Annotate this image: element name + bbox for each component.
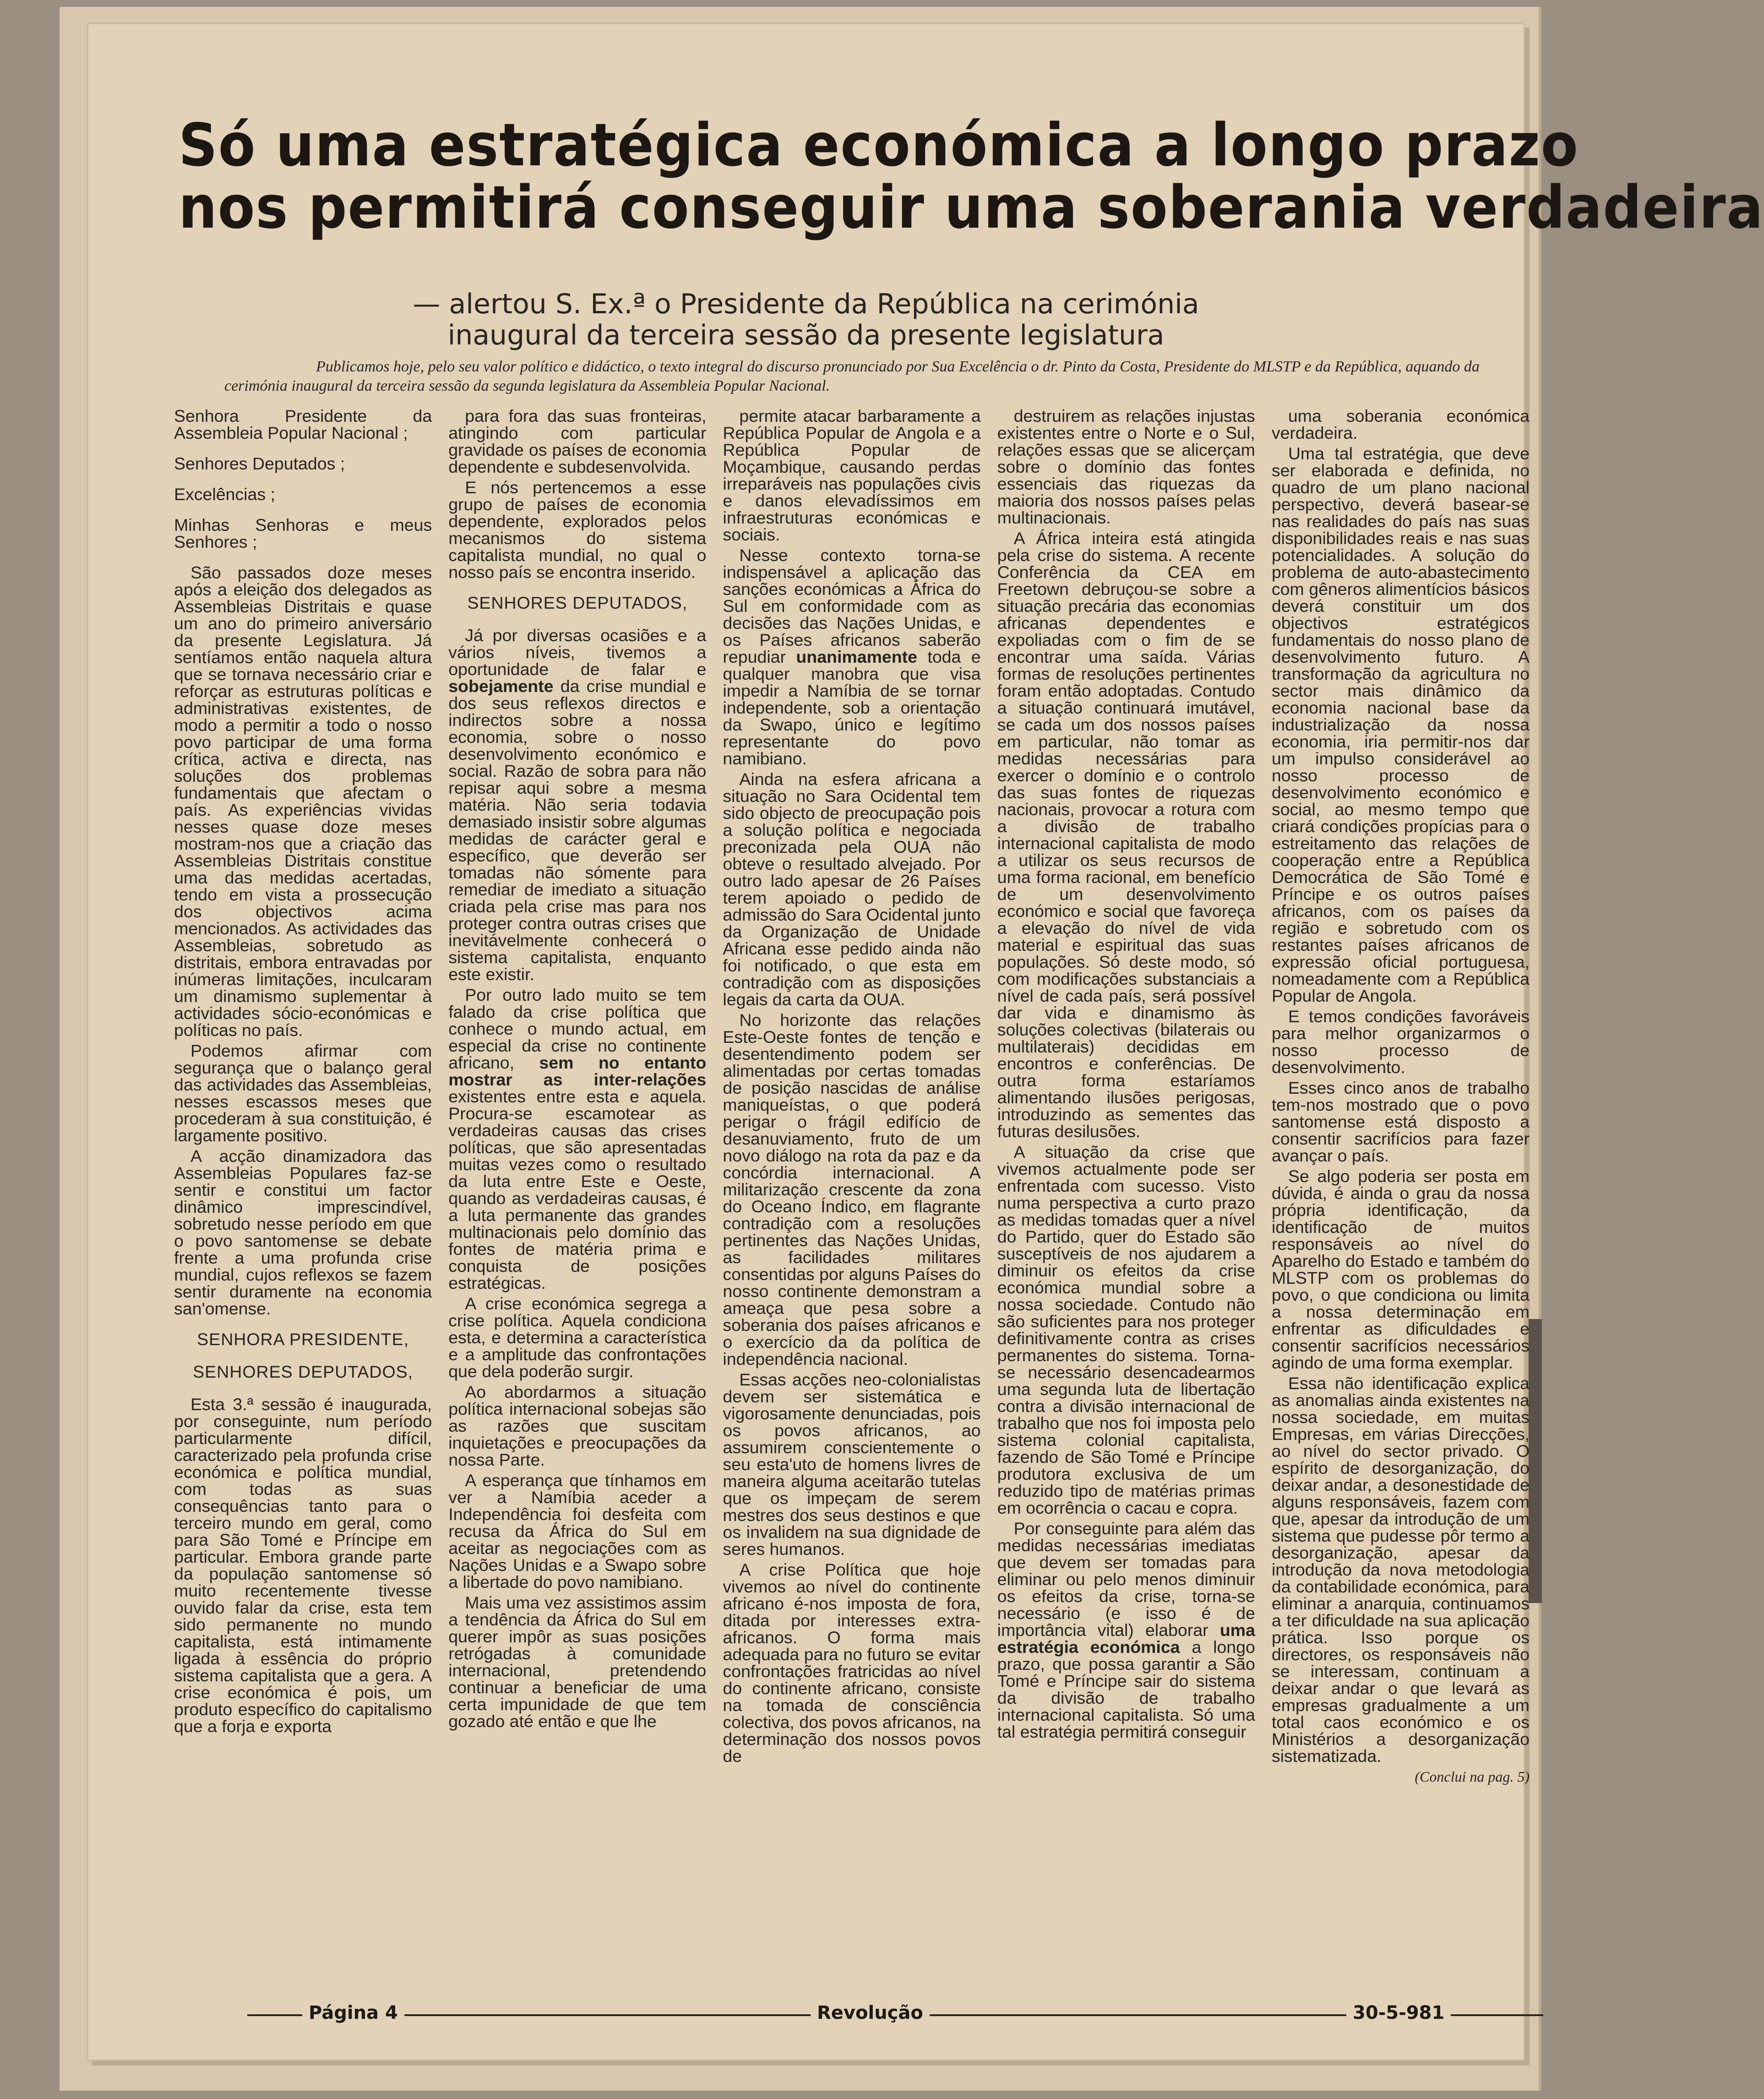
headline bbox=[179, 111, 1764, 242]
paragraph bbox=[997, 1520, 1255, 1740]
paragraph: A acção dinamizadora das Assembleias Populares faz-se sentir e constitui um factor dinâmico imprescindível, sobretudo nesse período em que o povo santomense se debate frente a uma profunda crise mundial, cujos reflexos se fazem sentir duramente na economia san'omense. bbox=[174, 1146, 432, 1318]
salutation: Minhas Senhoras e meus Senhores ; bbox=[174, 515, 432, 551]
paragraph: Se algo poderia ser posta em dúvida, é ainda o grau da nossa própria identificação, da identificação de muitos responsáveis ao nível do Aparelho do Estado e também do MLSTP com os problemas do povo, o que condiciona ou limita a nossa determinação em enfrentar as dificuldades e consentir sacrifícios necessários agindo de uma forma exemplar. bbox=[1271, 1167, 1530, 1372]
text-run: Nesse contexto torna-se indispensável a aplicação das sanções económicas a África do Sul em conformidade com as decisões das Nações Unidas, e os Países africanos saberão repudiar bbox=[723, 545, 981, 666]
paragraph: São passados doze meses após a eleição dos delegados as Assembleias Distritais e quase um ano do primeiro aniversário da presente Legislatura. Já sentíamos então naquela altura que se tornava necessário criar e reforçar as estruturas políticas e administrativas existentes, de modo a permitir a todo o nosso povo participar de uma forma crítica, activa e directa, nas soluções dos problemas fundamentais que afectam o país. As experiências vividas nesses quase doze meses mostram-nos que a criação das Assembleias Distritais constitue uma das medidas acertadas, tendo em vista a prossecução dos objectivos acima mencionados. As actividades das Assembleias, sobretudo as distritais, embora entravadas por inúmeras limitações, inculcaram um dinamismo suplementar à actividades sócio-económicas e políticas no país. bbox=[174, 563, 432, 1040]
paragraph: Esta 3.ª sessão é inaugurada, por conseguinte, num período particularmente difícil, caracterizado pela profunda crise económica e política mundial, com todas as suas consequências tanto para o terceiro mundo em geral, como para São Tomé e Príncipe em particular. Embora grande parte da população santomense só muito recentemente tivesse ouvido falar da crise, esta tem sido permanente no mundo capitalista, está intimamente ligada à essência do próprio sistema capitalista que a gera. A crise económica é pois, um produto específico do capitalismo que a forja e exporta bbox=[174, 1395, 432, 1736]
subtitle-line: — alertou S. Ex.ª o Presidente da República na cerimónia bbox=[413, 288, 1199, 320]
newspaper-name: Revolução bbox=[811, 2002, 930, 2023]
subtitle bbox=[302, 289, 1310, 351]
section-heading: SENHORES DEPUTADOS, bbox=[467, 593, 688, 612]
paragraph: A crise económica segrega a crise política. Aquela condiciona esta, e determina a característica e a amplitude das confrontações que dela poderão surgir. bbox=[448, 1294, 707, 1381]
paragraph: E temos condições favoráveis para melhor organizarmos o nosso processo de desenvolvimento. bbox=[1271, 1007, 1530, 1077]
column-2 bbox=[448, 408, 706, 1960]
text-run: Já por diversas ocasiões e a vários níveis, tivemos a oportunidade de falar e bbox=[448, 626, 707, 679]
paragraph: permite atacar barbaramente a República Popular de Angola e a República Popular de Moçambique, causando perdas irreparáveis nas populações civis e danos elevadíssimos em infraestruturas económicas e sociais. bbox=[723, 406, 981, 544]
edge-tab bbox=[1529, 1319, 1542, 1603]
section-heading: SENHORA PRESIDENTE, bbox=[197, 1330, 409, 1349]
bold-text: uma estratégia económica bbox=[997, 1620, 1255, 1657]
bold-text: unanimamente bbox=[796, 647, 918, 666]
headline-line: Só uma estratégica económica a longo prazo bbox=[179, 111, 1579, 180]
page-number: Página 4 bbox=[302, 2002, 404, 2023]
paragraph bbox=[448, 987, 706, 1292]
issue-date: 30-5-981 bbox=[1346, 2002, 1451, 2023]
column-5 bbox=[1272, 408, 1530, 1960]
section-heading: SENHORES DEPUTADOS, bbox=[193, 1362, 414, 1381]
paragraph: destruirem as relações injustas existentes entre o Norte e o Sul, relações essas que se alicerçam sobre o domínio das fontes essenciais das riquezas da maioria dos nossos países pelas multinacionais. bbox=[997, 406, 1255, 527]
paragraph bbox=[723, 547, 980, 767]
subtitle-line: inaugural da terceira sessão da presente legislatura bbox=[447, 319, 1165, 351]
paragraph: para fora das suas fronteiras, atingindo com particular gravidade os países de economia dependente e subdesenvolvida. bbox=[448, 406, 707, 476]
bold-text: sobejamente bbox=[448, 676, 554, 696]
text-run: existentes entre esta e aquela. Procura-se escamotear as verdadeiras causas das crises políticas, que são apresentadas muitas vezes como o resultado da luta entre Este e Oeste, quando as verdadeiras causas, é a luta permanente das grandes multinacionais pelo domínio das fontes de matéria prima e conquista de posições estratégicas. bbox=[448, 1087, 707, 1292]
column-1 bbox=[174, 408, 432, 1960]
text-run: da crise mundial e dos seus reflexos directos e indirectos sobre a nossa economia, sobre o nosso desenvolvimento económico e social. Razão de sobra para não repisar aqui sobre a mesma matéria. Não seria todavia demasiado insistir sobre algumas medidas de carácter geral e específico, que deverão ser tomadas não sómente para remediar de imediato a situação criada pela crise mas para nos proteger contra outras crises que inevitávelmente conhecerá o sistema capitalista, enquanto este existir. bbox=[448, 676, 707, 984]
salutation: Senhora Presidente da Assembleia Popular Nacional ; bbox=[174, 406, 432, 442]
newspaper-page bbox=[87, 23, 1764, 2061]
text-run: a longo prazo, que possa garantir a São Tomé e Príncipe sair do sistema da divisão de trabalho internacional capitalista. Só uma tal estratégia permitirá conseguir bbox=[997, 1637, 1255, 1741]
column-4 bbox=[997, 408, 1255, 1960]
text-run: toda e qualquer manobra que visa impedir a Namíbia de se tornar independente, sob a orientação da Swapo, único e legítimo representante do povo namibiano. bbox=[723, 647, 981, 768]
paragraph: A África inteira está atingida pela crise do sistema. A recente Conferência da CEA em Freetown debruçou-se sobre a situação precária das economias africanas dependentes e expoliadas com o fim de se encontrar uma saída. Várias formas de resoluções pertinentes foram então adoptadas. Contudo a situação continuará imutável, se cada um dos nossos países em particular, não tomar as medidas necessárias para exercer o domínio e o controlo das suas fontes de riquezas nacionais, provocar a rotura com a divisão de trabalho internacional capitalista de modo a utilizar os seus recursos de uma forma racional, em benefício de um desenvolvimento económico e social que favoreça a elevação do nível de vida material e espiritual das suas populações. Só deste modo, só com modificações substanciais a nível de cada país, será possível dar vida e dinamismo às soluções colectivas (bilaterais ou multilaterais) decididas em encontros e conferências. De outra forma estaríamos alimentando ilusões perigosas, introduzindo as sementes das futuras desilusões. bbox=[997, 529, 1255, 1141]
column-3 bbox=[723, 408, 980, 1960]
paragraph: Uma tal estratégia, que deve ser elaborada e definida, no quadro de um plano nacional perspectivo, deverá basear-se nas realidades do país nas suas disponibilidades reais e nas suas potencialidades. A solução do problema de auto-abastecimento com gêneros alimentícios básicos deverá constituir um dos objectivos estratégicos fundamentais do nosso plano de desenvolvimento futuro. A transformação da agricultura no sector mais dinâmico da economia nacional base da industrialização da nossa economia, iria permitir-nos dar um impulso considerável ao nosso processo de desenvolvimento económico e social, ao mesmo tempo que criará condições propícias para o estreitamento das relações de cooperação entre a República Democrática de São Tomé e Príncipe e os outros países africanos, com os países da região e sobretudo com os restantes países africanos de expressão oficial portuguesa, nomeadamente com a República Popular de Angola. bbox=[1271, 444, 1530, 1005]
article-columns bbox=[174, 408, 1530, 1960]
salutation: Excelências ; bbox=[174, 485, 275, 504]
paragraph: uma soberania económica verdadeira. bbox=[1271, 406, 1530, 442]
paragraph bbox=[448, 627, 706, 983]
paragraph: Essa não identificação explica as anomalias ainda existentes na nossa sociedade, em muitas Empresas, em várias Direcções, ao nível do sector privado. O espírito de desorganização, do deixar andar, a desonestidade de alguns responsáveis, fazem com que, apesar da introdução de um sistema que pudesse pôr termo a desorganização, apesar da introdução da nova metodologia da contabilidade económica, para eliminar a anarquia, continuamos a ter dificuldade na sua aplicação prática. Isso porque os directores, os responsáveis não se interessam, continuam a deixar andar o que levará as empresas gradualmente a um total caos económico e os Ministérios a desorganização sistematizada. bbox=[1271, 1374, 1530, 1766]
paragraph: No horizonte das relações Este-Oeste fontes de tenção e desentendimento podem ser alimentadas por certas tomadas de posição nascidas de análise maniqueístas, o que poderá perigar o frágil edifício de desanuviamento, fruto de um novo diálogo na rota da paz e da concórdia internacional. A militarização crescente da zona do Oceano Índico, em flagrante contradição com a resoluções pertinentes das Nações Unidas, as facilidades militares consentidas por alguns Países do nosso continente demonstram a ameaça que pesa sobre a soberania dos países africanos e o exercício da da política de independência nacional. bbox=[723, 1010, 981, 1368]
paragraph: Podemos afirmar com segurança que o balanço geral das actividades das Assembleias, nesses escassos meses que procederam à sua constituição, é largamente positivo. bbox=[174, 1041, 432, 1145]
salutation: Senhores Deputados ; bbox=[174, 454, 345, 473]
bold-text: sem no entanto mostrar as inter-relações bbox=[448, 1053, 707, 1089]
headline-line: nos permitirá conseguir uma soberania verdadeira bbox=[179, 174, 1764, 242]
text-run: Por conseguinte para além das medidas necessárias imediatas que devem ser tomadas para eliminar ou pelo menos diminuir os efeitos da crise, torna-se necessário (e isso é de importância vital) elaborar bbox=[997, 1519, 1255, 1640]
continuation-note: (Conclui na pag. 5) bbox=[1415, 1768, 1530, 1785]
paragraph: A esperança que tínhamos em ver a Namíbia aceder a Independência foi desfeita com recusa da África do Sul em aceitar as negociações com as Nações Unidas e a Swapo sobre a libertade do povo namibiano. bbox=[448, 1471, 707, 1592]
paragraph: Esses cinco anos de trabalho tem-nos mostrado que o povo santomense está disposto a consentir sacrifícios para fazer avançar o país. bbox=[1271, 1078, 1530, 1165]
paragraph: Mais uma vez assistimos assim a tendência da África do Sul em querer impôr as suas posições retrógadas à comunidade internacional, pretendendo continuar a beneficiar de uma certa impunidade de que tem gozado até então e que lhe bbox=[448, 1593, 707, 1731]
page-footer bbox=[247, 2001, 1543, 2028]
paragraph: Ao abordarmos a situação política internacional sobejas são as razões que suscitam inquietações e preocupações da nossa Parte. bbox=[448, 1382, 707, 1469]
paragraph: A situação da crise que vivemos actualmente pode ser enfrentada com sucesso. Visto numa perspectiva a curto prazo as medidas tomadas quer a nível do Partido, quer do Estado são susceptíveis de nos ajudarem a diminuir os efeitos da crise económica mundial sobre a nossa sociedade. Contudo não são suficientes para nos proteger definitivamente contra as crises permanentes do sistema. Torna-se necessário desencadearmos uma segunda luta de libertação contra a divisão internacional de trabalho que nos foi imposta pelo sistema colonial capitalista, fazendo de São Tomé e Príncipe produtora exclusiva de um reduzido tipo de matérias primas em ocorrência o cacau e copra. bbox=[997, 1142, 1255, 1517]
paragraph: Essas acções neo-colonialistas devem ser sistemática e vigorosamente denunciadas, pois os povos africanos, ao assumirem conscientemente o seu esta'uto de homens livres de maneira alguma aceitarão tutelas que os impeçam de serem mestres dos seus destinos e que os invalidem na sua dignidade de seres humanos. bbox=[723, 1370, 981, 1559]
intro-paragraph: Publicamos hoje, pelo seu valor político e didáctico, o texto integral do discurso pronunciado por Sua Excelência o dr. Pinto da Costa, Presidente do MLSTP e da República, aquando da cerimónia inaugural da terceira sessão da segunda legislatura da Assembleia Popular Nacional. bbox=[224, 358, 1480, 394]
paragraph: Ainda na esfera africana a situação no Sara Ocidental tem sido objecto de preocupação pois a solução política e negociada preconizada pela OUA não obteve o resultado alvejado. Por outro lado apesar de 26 Países terem apoiado o pedido de admissão do Sara Ocidental junto da Organização de Unidade Africana esse pedido ainda não foi notificado, o que esta em contradição com as disposições legais da carta da OUA. bbox=[723, 769, 981, 1009]
paragraph: E nós pertencemos a esse grupo de países de economia dependente, explorados pelos mecanismos do sistema capitalista mundial, no qual o nosso país se encontra inserido. bbox=[448, 478, 707, 582]
text-run: Por outro lado muito se tem falado da crise política que conhece o mundo actual, em especial da crise no continente africano, bbox=[448, 985, 707, 1072]
paragraph: A crise Política que hoje vivemos ao nível do continente africano é-nos imposta de fora, ditada por interesses extra-africanos. O forma mais adequada para no futuro se evitar confrontações fratricidas ao nível do continente africano, consiste na tomada de consciência colectiva, dos povos africanos, na determinação dos nossos povos de bbox=[723, 1560, 981, 1766]
